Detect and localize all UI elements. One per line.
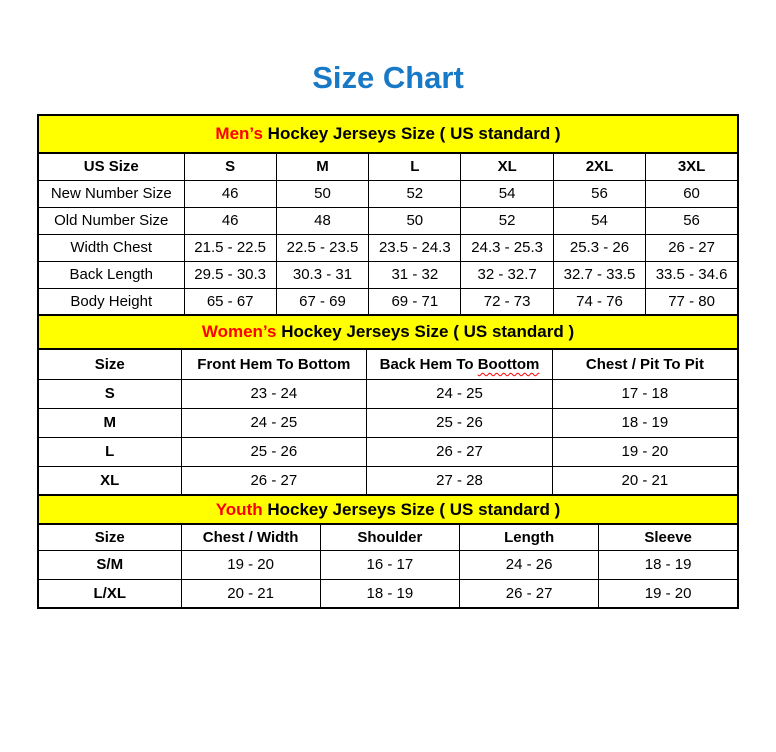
cell: 52 (369, 180, 461, 207)
cell: 56 (553, 180, 645, 207)
cell: 32 - 32.7 (461, 261, 553, 288)
column-header: Chest / Width (181, 524, 320, 550)
youth-section-title-prefix: Youth (215, 499, 263, 519)
cell: 24.3 - 25.3 (461, 234, 553, 261)
cell: 16 - 17 (320, 550, 459, 579)
row-label: Body Height (38, 288, 184, 315)
cell: 19 - 20 (181, 550, 320, 579)
cell: 20 - 21 (552, 466, 738, 495)
cell: 20 - 21 (181, 579, 320, 608)
cell: 19 - 20 (552, 437, 738, 466)
column-header: Size (38, 524, 181, 550)
cell: 65 - 67 (184, 288, 276, 315)
cell: 18 - 19 (320, 579, 459, 608)
youth-section-title-rest: Hockey Jerseys Size ( US standard ) (262, 499, 561, 519)
cell: 27 - 28 (367, 466, 553, 495)
cell: 18 - 19 (599, 550, 738, 579)
cell: 18 - 19 (552, 408, 738, 437)
row-label: Width Chest (38, 234, 184, 261)
column-header: Size (38, 349, 181, 379)
cell: 32.7 - 33.5 (553, 261, 645, 288)
table-row (38, 207, 738, 234)
youth-header-row (38, 524, 738, 550)
column-header: Chest / Pit To Pit (552, 349, 738, 379)
row-label: S/M (38, 550, 181, 579)
women-section-title-rest: Hockey Jerseys Size ( US standard ) (276, 322, 575, 341)
cell: 26 - 27 (367, 437, 553, 466)
cell: 50 (276, 180, 368, 207)
cell: 54 (553, 207, 645, 234)
cell: 24 - 25 (181, 408, 367, 437)
table-row (38, 379, 738, 408)
column-header: US Size (38, 153, 184, 180)
size-chart (37, 114, 739, 609)
table-row (38, 180, 738, 207)
youth-size-table (37, 494, 739, 609)
cell: 22.5 - 23.5 (276, 234, 368, 261)
cell: 69 - 71 (369, 288, 461, 315)
cell: 26 - 27 (181, 466, 367, 495)
cell: 17 - 18 (552, 379, 738, 408)
table-row (38, 234, 738, 261)
men-section-title-prefix: Men’s (215, 124, 263, 143)
cell: 50 (369, 207, 461, 234)
men-size-table (37, 114, 739, 316)
cell: 29.5 - 30.3 (184, 261, 276, 288)
youth-section-band-row (38, 495, 738, 524)
table-row (38, 437, 738, 466)
cell: 25.3 - 26 (553, 234, 645, 261)
row-label: L (38, 437, 181, 466)
cell: 33.5 - 34.6 (646, 261, 738, 288)
cell: 19 - 20 (599, 579, 738, 608)
men-section-title (38, 115, 738, 153)
cell: 46 (184, 207, 276, 234)
row-label: S (38, 379, 181, 408)
women-header-row (38, 349, 738, 379)
table-row (38, 261, 738, 288)
table-row (38, 579, 738, 608)
row-label: Back Length (38, 261, 184, 288)
cell: 31 - 32 (369, 261, 461, 288)
column-header-text: Back Hem To (379, 355, 478, 373)
column-header: Length (460, 524, 599, 550)
youth-section-title (38, 495, 738, 524)
cell: 60 (646, 180, 738, 207)
row-label: XL (38, 466, 181, 495)
column-header: Front Hem To Bottom (181, 349, 367, 379)
row-label: Old Number Size (38, 207, 184, 234)
column-header: 2XL (553, 153, 645, 180)
women-size-table (37, 314, 739, 496)
table-row (38, 288, 738, 315)
cell: 25 - 26 (181, 437, 367, 466)
table-row (38, 550, 738, 579)
column-header: M (276, 153, 368, 180)
men-header-row (38, 153, 738, 180)
cell: 23.5 - 24.3 (369, 234, 461, 261)
women-section-title-prefix: Women’s (201, 322, 277, 341)
cell: 52 (461, 207, 553, 234)
column-header: 3XL (646, 153, 738, 180)
row-label: L/XL (38, 579, 181, 608)
cell: 26 - 27 (460, 579, 599, 608)
cell: 56 (646, 207, 738, 234)
cell: 21.5 - 22.5 (184, 234, 276, 261)
cell: 23 - 24 (181, 379, 367, 408)
men-section-title-rest: Hockey Jerseys Size ( US standard ) (262, 124, 561, 143)
cell: 72 - 73 (461, 288, 553, 315)
cell: 54 (461, 180, 553, 207)
column-header: XL (461, 153, 553, 180)
women-section-title (38, 315, 738, 349)
page-title: Size Chart (312, 60, 464, 95)
cell: 25 - 26 (367, 408, 553, 437)
cell: 46 (184, 180, 276, 207)
cell: 30.3 - 31 (276, 261, 368, 288)
column-header: Shoulder (320, 524, 459, 550)
cell: 24 - 26 (460, 550, 599, 579)
table-row (38, 408, 738, 437)
women-section-band-row (38, 315, 738, 349)
men-section-band-row (38, 115, 738, 153)
cell: 74 - 76 (553, 288, 645, 315)
table-row (38, 466, 738, 495)
cell: 67 - 69 (276, 288, 368, 315)
column-header: L (369, 153, 461, 180)
column-header: Sleeve (599, 524, 738, 550)
cell: 26 - 27 (646, 234, 738, 261)
column-header (367, 349, 553, 379)
cell: 77 - 80 (646, 288, 738, 315)
misspelled-word: Boottom (477, 355, 540, 373)
row-label: New Number Size (38, 180, 184, 207)
column-header: S (184, 153, 276, 180)
row-label: M (38, 408, 181, 437)
cell: 48 (276, 207, 368, 234)
cell: 24 - 25 (367, 379, 553, 408)
